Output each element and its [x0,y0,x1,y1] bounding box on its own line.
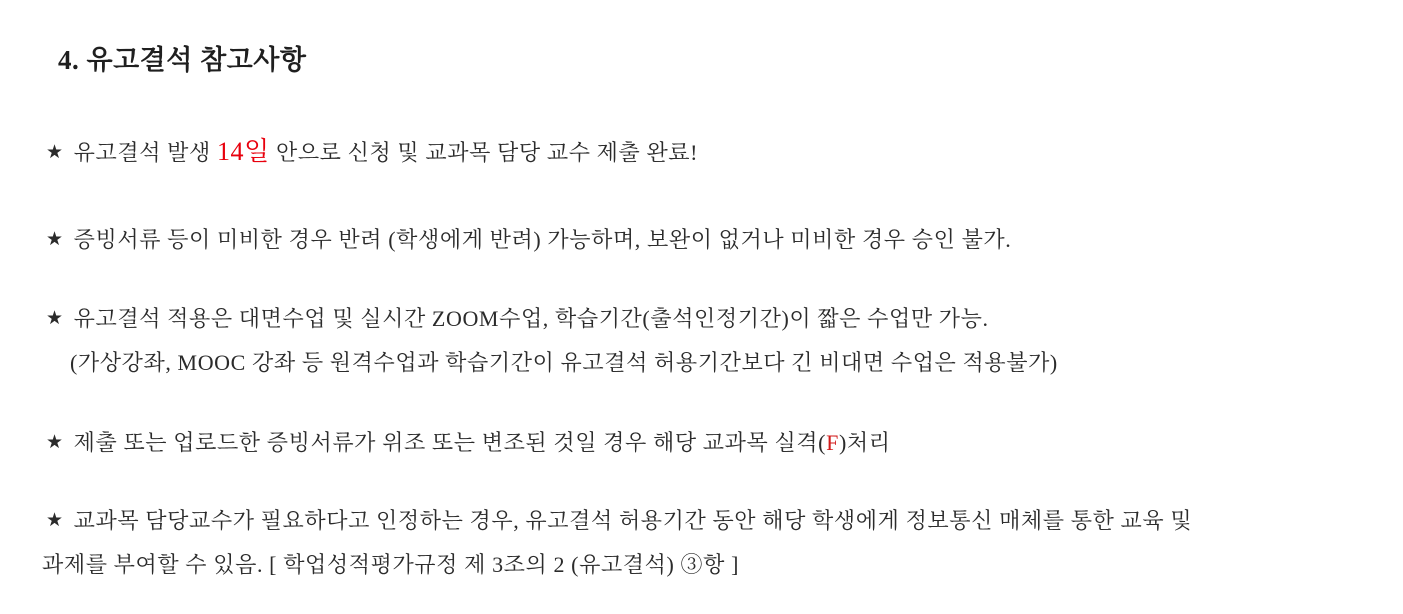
item-professor-assignment-line1: 교과목 담당교수가 필요하다고 인정하는 경우, 유고결석 허용기간 동안 해당 학생에게 정보통신 매체를 통한 교육 및 [73,508,1193,533]
star-bullet-icon: ★ [46,229,64,250]
item-forgery-before: 제출 또는 업로드한 증빙서류가 위조 또는 변조된 것일 경우 해당 교과목 실격( [73,430,827,455]
star-bullet-icon: ★ [46,510,64,531]
list-item [46,427,891,459]
list-item [42,505,1193,581]
list-item [46,303,1058,379]
item-14days-highlight: 14일 [216,137,270,166]
star-bullet-icon: ★ [46,432,64,453]
star-bullet-icon: ★ [46,308,64,329]
list-item [46,224,1011,256]
item-14days-before: 유고결석 발생 [73,140,217,165]
item-documents-text: 증빙서류 등이 미비한 경우 반려 (학생에게 반려) 가능하며, 보완이 없거나 미비한 경우 승인 불가. [73,227,1012,252]
item-forgery-after: )처리 [838,430,891,455]
item-applicable-classes-line2: (가상강좌, MOOC 강좌 등 원격수업과 학습기간이 유고결석 허용기간보다 긴 비대면 수업은 적용불가) [70,349,1058,375]
item-14days-after: 안으로 신청 및 교과목 담당 교수 제출 완료! [269,140,699,165]
item-applicable-classes-line1: 유고결석 적용은 대면수업 및 실시간 ZOOM수업, 학습기간(출석인정기간)이 짧은 수업만 가능. [73,306,989,331]
star-bullet-icon: ★ [46,142,64,163]
list-item [46,133,698,171]
item-forgery-highlight: F [826,430,839,455]
page-title: 4. 유고결석 참고사항 [58,45,307,75]
item-professor-assignment-line2: 과제를 부여할 수 있음. [ 학업성적평가규정 제 3조의 2 (유고결석) ③항 ] [42,551,740,577]
